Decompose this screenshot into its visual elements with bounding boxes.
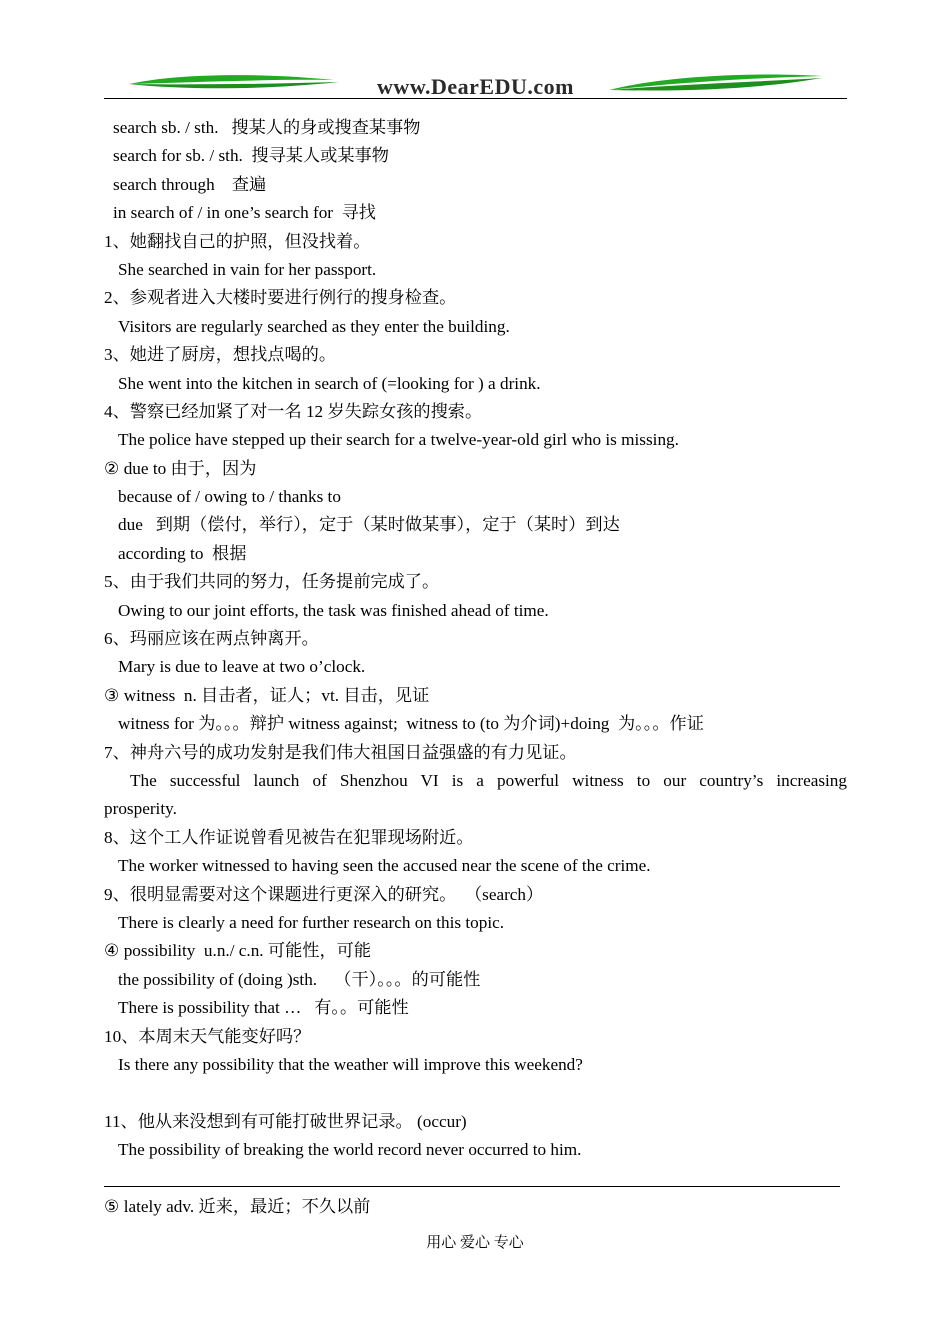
example-english: The possibility of breaking the world record never occurred to him.	[118, 1140, 582, 1160]
example-chinese: 3、她进了厨房，想找点喝的。	[104, 345, 337, 365]
example-chinese: 11、他从来没想到有可能打破世界记录。 (occur)	[104, 1111, 467, 1131]
example-chinese: 2、参观者进入大楼时要进行例行的搜身检查。	[104, 288, 457, 308]
example-english: She went into the kitchen in search of (=looking for ) a drink.	[118, 373, 541, 393]
text-line: the possibility of (doing )sth. （干）。。。的可能性	[118, 969, 481, 989]
example-chinese: 1、她翻找自己的护照，但没找着。	[104, 231, 371, 251]
blank-line	[104, 1079, 847, 1107]
vocab-heading-lately: ⑤ lately adv. 近来，最近；不久以前	[104, 1197, 371, 1216]
example-english: The worker witnessed to having seen the accused near the scene of the crime.	[118, 856, 651, 876]
example-english: She searched in vain for her passport.	[118, 259, 377, 279]
page-footer: 用心 爱心 专心	[426, 1235, 524, 1251]
example-english: Mary is due to leave at two o’clock.	[118, 657, 366, 677]
text-line: witness for 为。。。辩护 witness against; witness to (to 为介词)+doing 为。。。作证	[118, 714, 704, 734]
vocab-heading: ④ possibility u.n./ c.n. 可能性，可能	[104, 941, 372, 961]
vocab-heading: ③ witness n. 目击者，证人；vt. 目击，见证	[104, 685, 430, 705]
example-english-text: The successful launch of Shenzhou VI is a powerful witness to our country’s increasing	[130, 770, 847, 790]
header-rule	[104, 98, 847, 99]
text-line: search for sb. / sth. 搜寻某人或某事物	[113, 146, 389, 166]
example-english-justified	[104, 767, 847, 795]
example-chinese: 8、这个工人作证说曾看见被告在犯罪现场附近。	[104, 827, 474, 847]
document-body	[104, 114, 847, 1164]
example-chinese: 6、玛丽应该在两点钟离开。	[104, 629, 319, 649]
text-line: due 到期（偿付，举行），定于（某时做某事），定于（某时）到达	[118, 515, 620, 535]
example-chinese: 7、神舟六号的成功发射是我们伟大祖国日益强盛的有力见证。	[104, 742, 577, 762]
text-line: according to 根据	[118, 543, 247, 563]
example-english: There is clearly a need for further research on this topic.	[118, 912, 505, 932]
text-line: There is possibility that … 有。。可能性	[118, 998, 409, 1018]
example-english: Owing to our joint efforts, the task was finished ahead of time.	[118, 600, 549, 620]
example-english: Is there any possibility that the weather will improve this weekend?	[118, 1054, 583, 1074]
section-divider	[104, 1186, 840, 1187]
example-english: The police have stepped up their search for a twelve-year-old girl who is missing.	[118, 430, 679, 450]
example-chinese: 4、警察已经加紧了对一名 12 岁失踪女孩的搜索。	[104, 401, 483, 421]
example-english: Visitors are regularly searched as they enter the building.	[118, 316, 510, 336]
vocab-heading: ② due to 由于，因为	[104, 458, 257, 478]
site-header-banner	[104, 70, 847, 100]
example-chinese: 5、由于我们共同的努力，任务提前完成了。	[104, 572, 440, 592]
text-line: search through 查遍	[113, 174, 267, 194]
example-chinese: 9、很明显需要对这个课题进行更深入的研究。 （search）	[104, 884, 544, 904]
text-line: search sb. / sth. 搜某人的身或搜查某事物	[113, 118, 421, 137]
text-line: because of / owing to / thanks to	[118, 487, 341, 507]
example-english-continuation: prosperity.	[104, 799, 177, 819]
site-logo-text: www.DearEDU.com	[377, 74, 574, 99]
text-line: in search of / in one’s search for 寻找	[113, 203, 376, 223]
example-chinese: 10、本周末天气能变好吗？	[104, 1026, 311, 1046]
